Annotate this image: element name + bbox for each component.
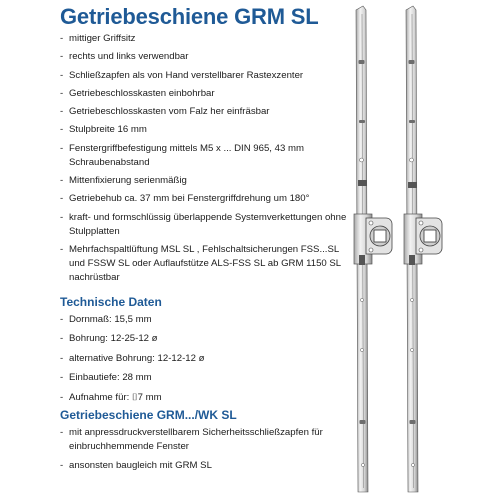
feature-item: - Mehrfachspaltlüftung MSL SL , Fehlschaltsicherungen FSS...SL und FSSW SL oder Auflaufstütze ALS-FSS SL ab GRM 1150 SL nachrüstbar	[60, 243, 352, 285]
tech-heading: Technische Daten	[60, 294, 162, 309]
feature-item: - Mittenfixierung serienmäßig	[60, 174, 352, 188]
wk-heading: Getriebeschiene GRM.../WK SL	[60, 408, 237, 423]
hardware-illustration	[340, 0, 500, 500]
wk-list	[60, 426, 352, 472]
feature-item: - Schließzapfen als von Hand verstellbarer Rastexzenter	[60, 69, 352, 83]
feature-item: - Getriebehub ca. 37 mm bei Fenstergriffdrehung um 180°	[60, 192, 352, 206]
feature-item: - Getriebeschlosskasten einbohrbar	[60, 87, 352, 101]
tech-item: - Dornmaß: 15,5 mm	[60, 313, 352, 327]
wk-item: - mit anpressdruckverstellbarem Sicherheitsschließzapfen für einbruchhemmende Fenster	[60, 426, 352, 454]
feature-item: - Fenstergriffbefestigung mittels M5 x ... DIN 965, 43 mm Schraubenabstand	[60, 142, 352, 170]
feature-item: - Stulpbreite 16 mm	[60, 123, 352, 137]
feature-item: - kraft- und formschlüssig überlappende Systemverkettungen ohne Stulpplatten	[60, 211, 352, 239]
gearbox-right	[404, 214, 442, 265]
feature-item: - Getriebeschlosskasten vom Falz her einfräsbar	[60, 105, 352, 119]
gearbox-left	[354, 214, 392, 265]
tech-item: - Bohrung: 12-25-12 ø	[60, 332, 352, 346]
feature-list	[60, 32, 352, 285]
feature-item: - mittiger Griffsitz	[60, 32, 352, 46]
text-content	[60, 32, 352, 477]
tech-item: - alternative Bohrung: 12-12-12 ø	[60, 352, 352, 366]
tech-item: - Aufnahme für: ⌷7 mm	[60, 391, 352, 405]
feature-item: - rechts und links verwendbar	[60, 50, 352, 64]
page-title: Getriebeschiene GRM SL	[60, 4, 319, 29]
wk-item: - ansonsten baugleich mit GRM SL	[60, 459, 352, 473]
tech-list	[60, 313, 352, 405]
tech-item: - Einbautiefe: 28 mm	[60, 371, 352, 385]
